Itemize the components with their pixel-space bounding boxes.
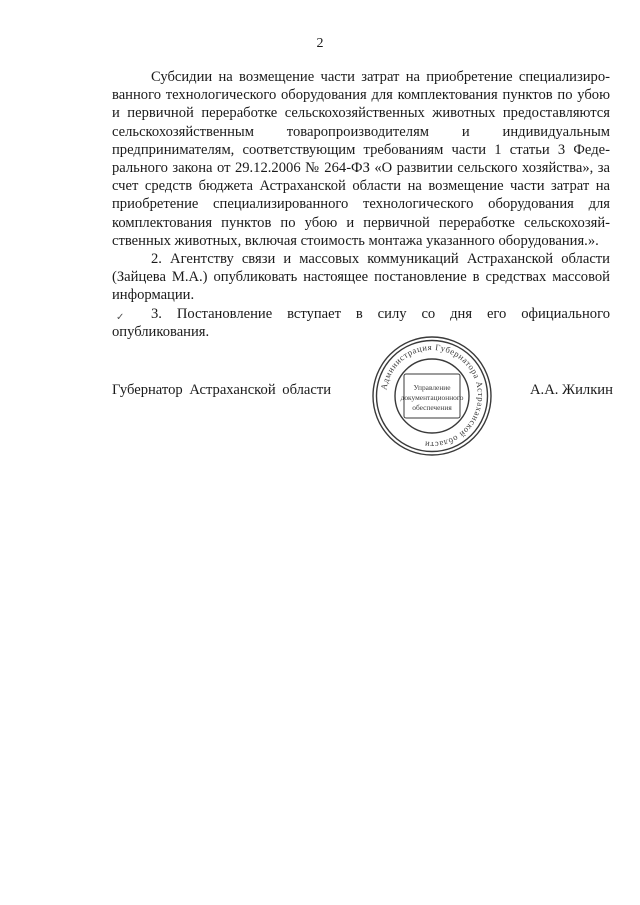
page-number: 2 [316, 36, 324, 51]
paragraph-subsidies: Субсидии на возмещение части затрат на приобретение специализированного технологического оборудования для комплектования пунктов по убою и первичной переработке сельскохозяйственных животных предоставляются сельскохозяйственным товаропроизводителям и индивидуальным предпринимателям, соответствующим требованиям части 1 статьи 3 Федерального закона от 29.12.2006 № 264-ФЗ «О развитии сельского хозяйства», за счет средств бюджета Астраханской области на возмещение части затрат на приобретение специализированного технологического оборудования для комплектования пунктов по убою и первичной переработке сельскохозяйственных животных, включая стоимость монтажа указанного оборудования.». [112, 69, 610, 249]
seal-center-line: обеспечения [412, 403, 452, 412]
seal-center-line: документационного [400, 393, 464, 402]
document-body [112, 68, 610, 341]
signatory-title: Губернатор Астраханской области [112, 382, 332, 398]
signatory-name: А.А. Жилкин [530, 382, 613, 398]
official-stamp [370, 334, 494, 458]
paragraph-effective-date: 3. Постановление вступает в силу со дня его официального опубликования. [112, 305, 610, 340]
seal-ring-text: Администрация Губернатора Астраханской области [378, 341, 487, 451]
seal-center-line: Управление [413, 383, 451, 392]
stray-pen-mark: ✓ [116, 312, 125, 323]
paragraph-publication: 2. Агентству связи и массовых коммуникаций Астраханской области (Зайцева М.А.) опубликовать настоящее постановление в средствах массовой информации. [112, 251, 610, 304]
